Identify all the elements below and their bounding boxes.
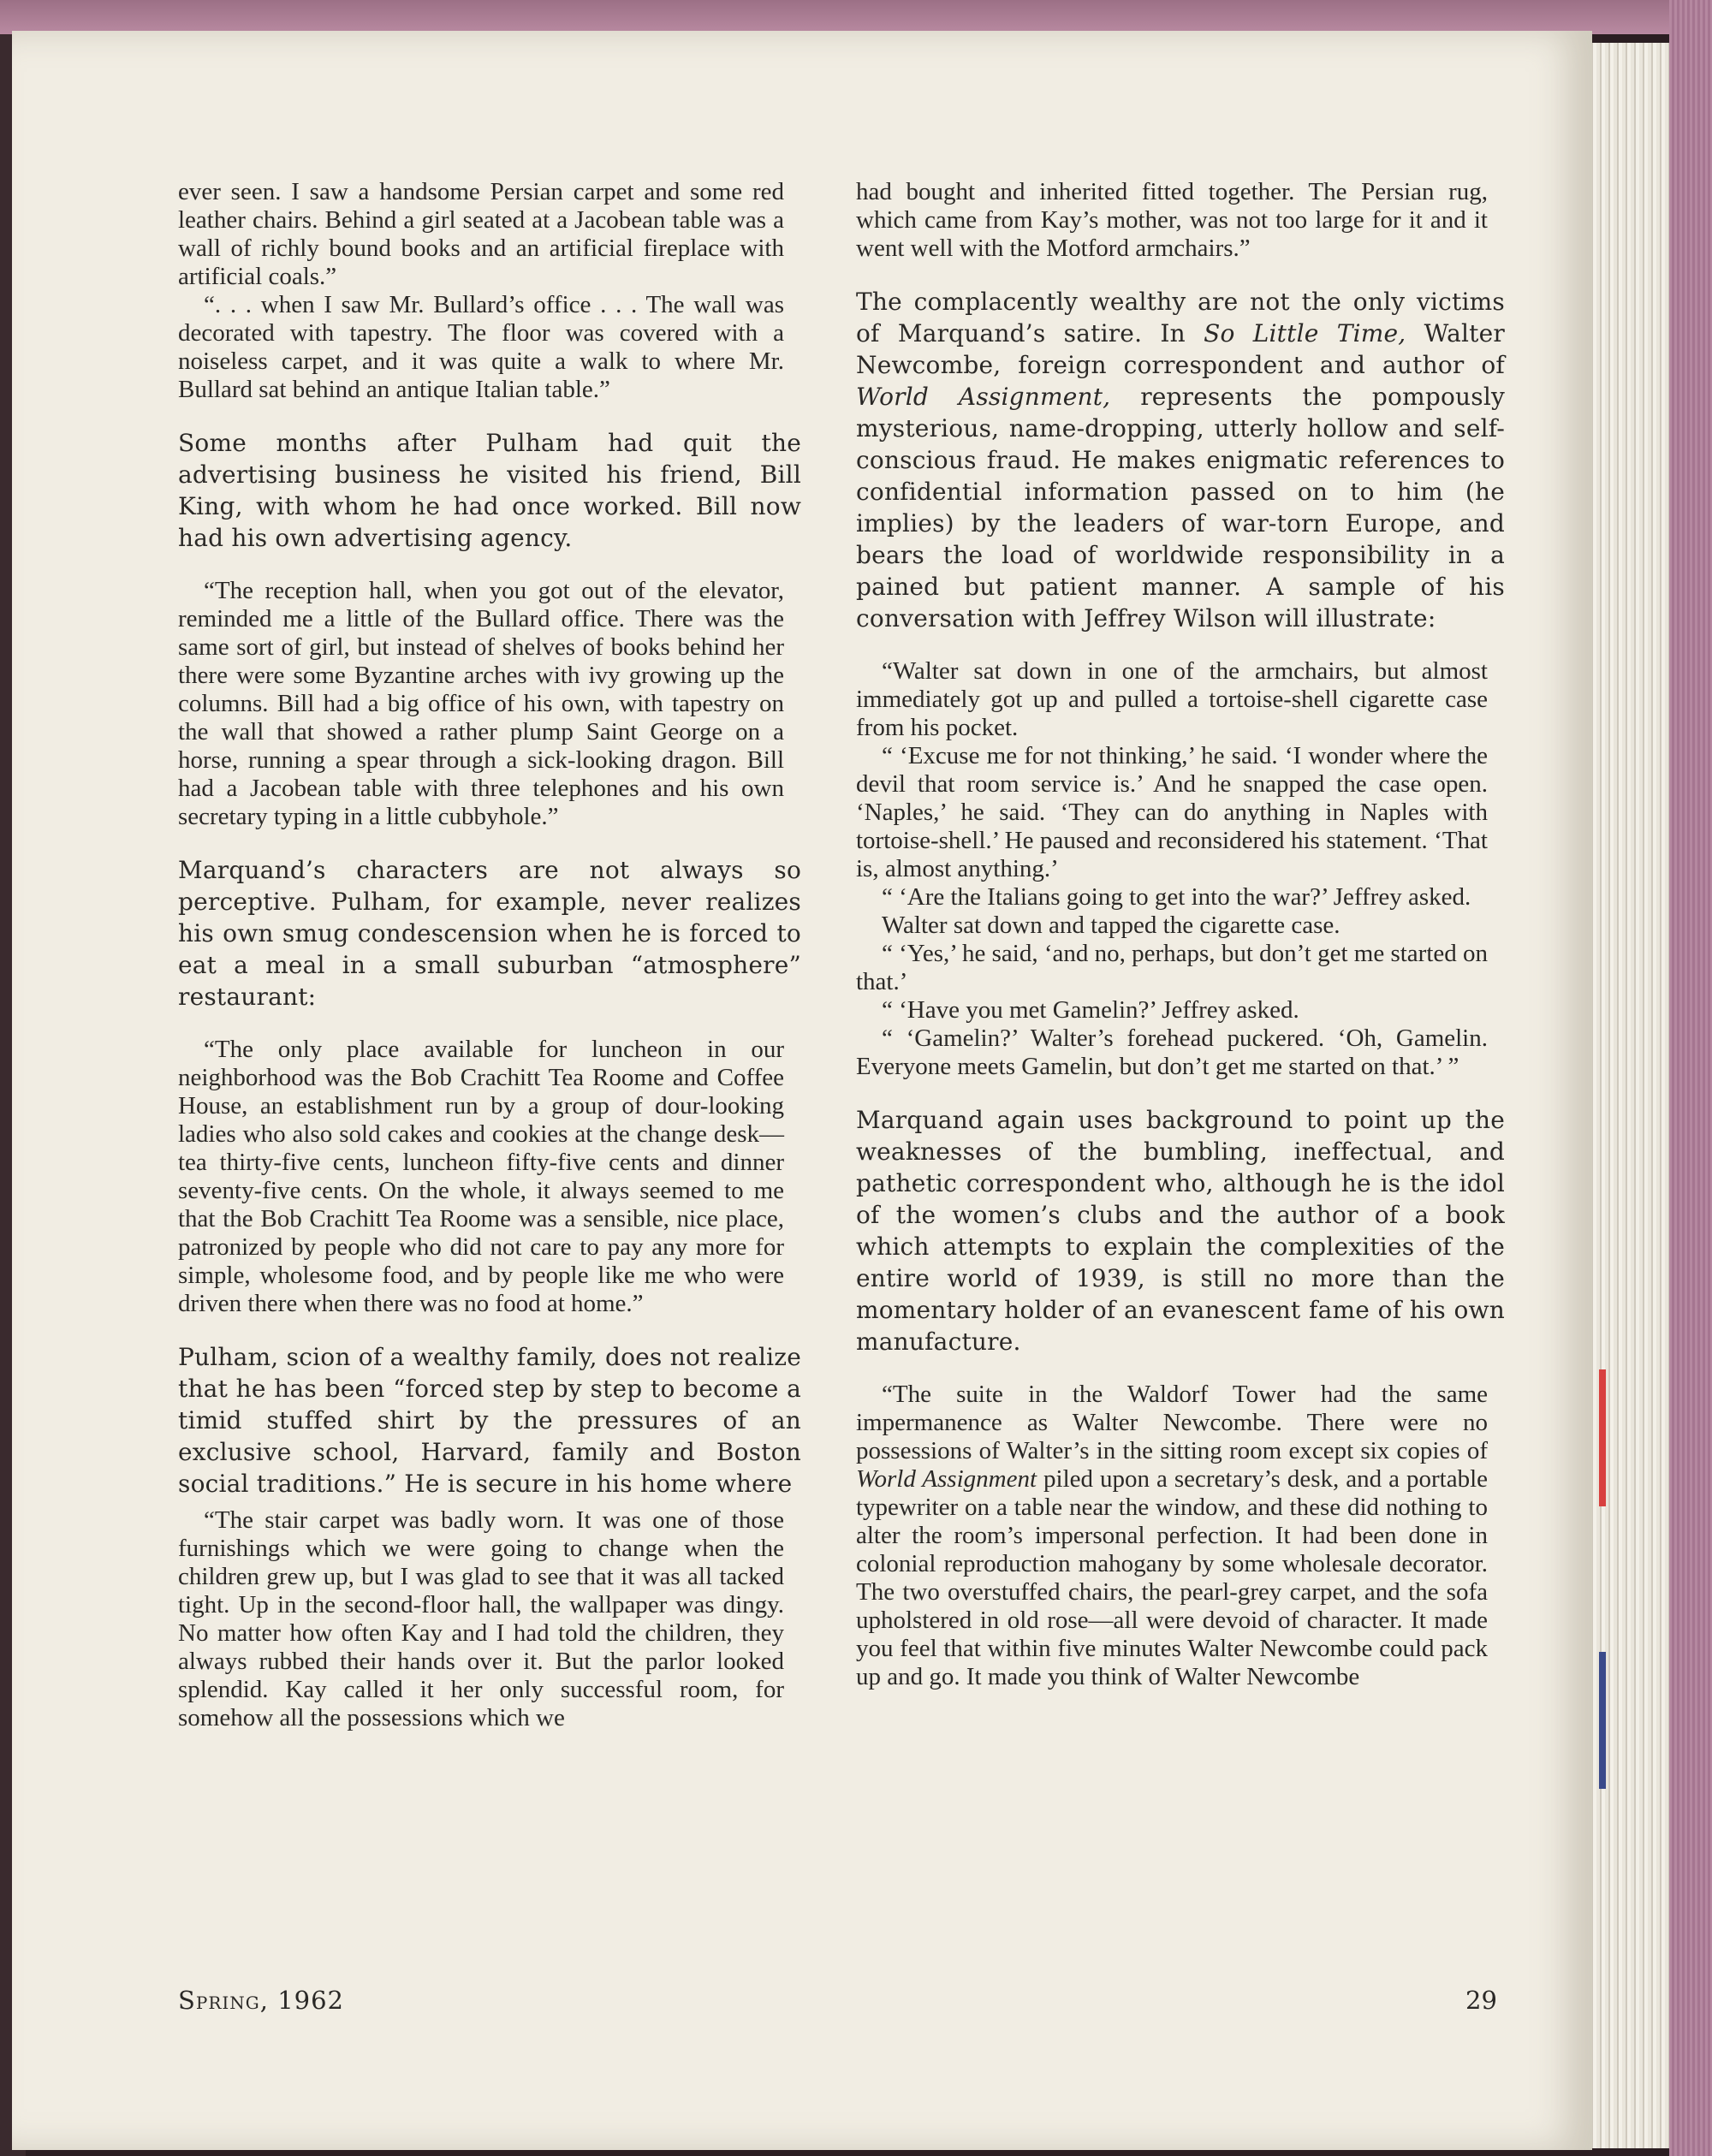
quote-paragraph: “. . . when I saw Mr. Bullard’s office . . . The wall was decorated with tapestry. The floor was covered with a noiseless carpet, and it was quite a walk to where Mr. Bullard sat behind an antique Italian table.”: [178, 291, 784, 403]
book-title: So Little Time,: [1204, 319, 1406, 347]
cover-right-edge: [1669, 0, 1712, 2156]
quote-paragraph: “Walter sat down in one of the armchairs, but almost immediately got up and pulled a tortoise-shell cigarette case from his pocket.: [856, 657, 1488, 741]
quote-paragraph: “ ‘Are the Italians going to get into the war?’ Jeffrey asked.: [882, 883, 1471, 911]
page-edges: [1588, 43, 1669, 2148]
book-title: World Assignment,: [856, 383, 1111, 411]
quote-paragraph: Walter sat down and tapped the cigarette case.: [882, 912, 1340, 939]
quote-paragraph: ever seen. I saw a handsome Persian carpet and some red leather chairs. Behind a girl seated at a Jacobean table was a wall of richly bound books and an artificial fireplace with artificial coals.”: [178, 178, 784, 290]
edge-tab-red: [1599, 1369, 1606, 1506]
quote-paragraph: “ ‘Excuse me for not thinking,’ he said. ‘I wonder where the devil that room service is.’ And he snapped the case open. ‘Naples,’ he said. ‘They can do anything in Naples with tortoise-shell.’ He paused and reconsidered his statement. ‘That is, almost anything.’: [856, 742, 1488, 882]
quote-paragraph: “The reception hall, when you got out of the elevator, reminded me a little of the Bullard office. There was the same sort of girl, but instead of shelves of books behind her there were some Byzantine arches with ivy growing up the columns. Bill had a big office of his own, with tapestry on the wall that showed a rather plump Saint George on a horse, running a spear through a sick-looking dragon. Bill had a Jacobean table with three telephones and his own secretary typing in a little cubbyhole.”: [178, 577, 784, 830]
quote-paragraph: “The only place available for luncheon in our neighborhood was the Bob Crachitt Tea Roome and Coffee House, an establishment run by a group of dour-looking ladies who also sold cakes and cookies at the change desk—tea thirty-five cents, luncheon fifty-five cents and dinner seventy-five cents. On the whole, it always seemed to me that the Bob Crachitt Tea Roome was a sensible, nice place, patronized by people who did not care to pay any more for simple, wholesome food, and by people like me who were driven there when there was no food at home.”: [178, 1036, 784, 1317]
quote-paragraph: “ ‘Gamelin?’ Walter’s forehead puckered. ‘Oh, Gamelin. Everyone meets Gamelin, but don’t get me started on that.’ ”: [856, 1025, 1488, 1080]
quote-paragraph: “The stair carpet was badly worn. It was one of those furnishings which we were going to change when the children grew up, but I was glad to see that it was all tacked tight. Up in the second-floor hall, the wallpaper was dingy. No matter how often Kay and I had told the children, they always rubbed their hands over it. But the parlor looked splendid. Kay called it her only successful room, for somehow all the possessions which we: [178, 1506, 784, 1731]
right-column: [856, 178, 1505, 1691]
body-paragraph: Pulham, scion of a wealthy family, does not realize that he has been “forced step by step to become a timid stuffed shirt by the pressures of an exclusive school, Harvard, family and Boston social traditions.” He is secure in his home where: [178, 1343, 801, 1498]
quote-paragraph: “ ‘Yes,’ he said, ‘and no, perhaps, but don’t get me started on that.’: [856, 940, 1488, 995]
body-paragraph: Marquand again uses background to point up the weaknesses of the bumbling, ineffectual, and pathetic correspondent who, although he is the idol of the women’s clubs and the author of a book which attempts to explain the complexities of the entire world of 1939, is still no more than the momentary holder of an evanescent fame of his own manufacture.: [856, 1106, 1505, 1356]
quote-paragraph: “ ‘Have you met Gamelin?’ Jeffrey asked.: [882, 996, 1299, 1024]
cover-top-edge: [0, 0, 1712, 34]
body-paragraph: The complacently wealthy are not the only victims of Marquand’s satire. In So Little Time, Walter Newcombe, foreign correspondent and author of World Assignment, represents the pompously mysterious, name-dropping, utterly hollow and self-conscious fraud. He makes enigmatic references to confidential information passed on to him (he implies) by the leaders of war-torn Europe, and bears the load of worldwide responsibility in a pained but patient manner. A sample of his conversation with Jeffrey Wilson will illustrate:: [856, 288, 1505, 633]
edge-tab-blue: [1599, 1652, 1606, 1789]
book-title: World Assignment: [856, 1465, 1037, 1493]
quote-paragraph: “The suite in the Waldorf Tower had the same impermanence as Walter Newcombe. There were no possessions of Walter’s in the sitting room except six copies of World Assignment piled upon a secretary’s desk, and a portable typewriter on a table near the window, and these did nothing to alter the room’s impersonal perfection. It had been done in colonial reproduction mahogany by some wholesale decorator. The two overstuffed chairs, the pearl-grey carpet, and the sofa upholstered in old rose—all were devoid of character. It made you feel that within five minutes Walter Newcombe could pack up and go. It made you think of Walter Newcombe: [856, 1381, 1488, 1690]
body-paragraph: Marquand’s characters are not always so perceptive. Pulham, for example, never realizes his own smug condescension when he is forced to eat a meal in a small suburban “atmosphere” restaurant:: [178, 856, 801, 1011]
quote-paragraph: had bought and inherited fitted together. The Persian rug, which came from Kay’s mother, was not too large for it and it went well with the Motford armchairs.”: [856, 178, 1488, 262]
issue-footer: Spring, 1962: [178, 1986, 344, 2015]
left-column: [178, 178, 801, 1732]
body-paragraph: Some months after Pulham had quit the advertising business he visited his friend, Bill King, with whom he had once worked. Bill now had his own advertising agency.: [178, 429, 801, 552]
page-number: 29: [1465, 1986, 1497, 2015]
